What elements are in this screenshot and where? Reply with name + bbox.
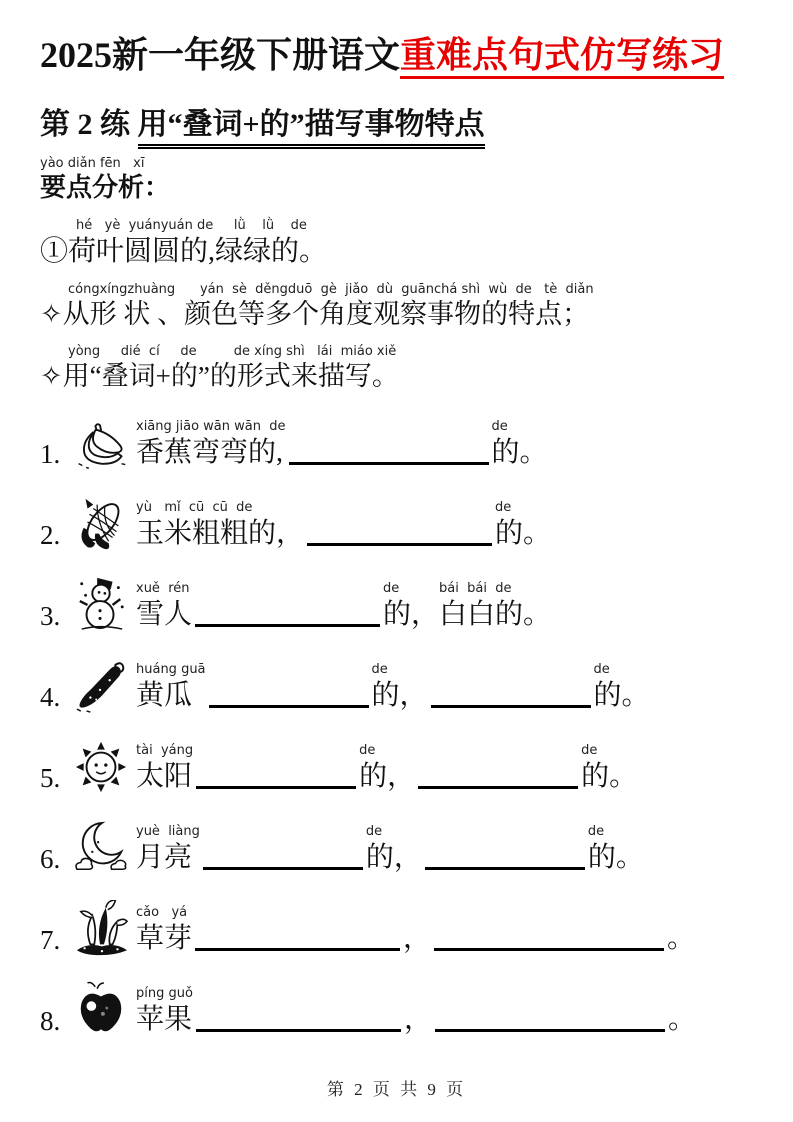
item-number: 4.: [40, 682, 61, 713]
item-text: 的，: [359, 761, 416, 793]
item-text: 的，: [383, 599, 440, 631]
exercise-item-6: [40, 815, 753, 875]
pinyin-label: yuè liàng: [136, 824, 200, 840]
sun-icon: [72, 738, 130, 794]
analysis-heading: [40, 157, 753, 204]
pinyin-label: xuě rén: [136, 581, 190, 597]
lesson-heading: [40, 99, 753, 143]
answer-blank[interactable]: [435, 995, 665, 1032]
snowman-icon: [72, 576, 130, 632]
analysis-point-1: [40, 283, 753, 332]
pinyin-label: de: [495, 500, 512, 516]
answer-blank[interactable]: [195, 914, 400, 951]
page-indicator: 第 2 页 共 9 页: [326, 1080, 467, 1099]
pinyin-label: yào diǎn fēn xī: [40, 156, 145, 172]
point-text: ✧从形 状 、颜色等多个角度观察事物的特点；: [40, 298, 590, 329]
point-text: ✧用“叠词+的”的形式来描写。: [40, 361, 399, 392]
item-number: 6.: [40, 844, 61, 875]
answer-blank[interactable]: [434, 914, 664, 951]
answer-blank[interactable]: [307, 509, 492, 546]
lesson-title: 用“叠词+的”描写事物特点: [138, 108, 485, 149]
answer-blank[interactable]: [418, 752, 578, 789]
example-sentence: [40, 219, 753, 269]
item-text: 雪人: [136, 599, 193, 631]
title-red-part: 重难点句式仿写练习: [400, 35, 724, 79]
item-text: 玉米粗粗的，: [136, 518, 305, 550]
lesson-number: 第 2 练: [40, 108, 138, 142]
item-text: 的。: [593, 680, 650, 712]
item-number: 3.: [40, 601, 61, 632]
item-text: 的。: [581, 761, 638, 793]
item-number: 1.: [40, 439, 61, 470]
example-text: ①荷叶圆圆的,绿绿的。: [40, 235, 328, 267]
pinyin-label: huáng guā: [136, 662, 206, 678]
exercise-item-7: [40, 896, 753, 956]
item-text: 的，: [371, 680, 428, 712]
pinyin-label: tài yáng: [136, 743, 194, 759]
pinyin-label: de: [383, 581, 400, 597]
page-footer: [0, 1075, 793, 1100]
page-title: [40, 34, 753, 77]
answer-blank[interactable]: [195, 590, 380, 627]
item-number: 8.: [40, 1006, 61, 1037]
title-black-part: 2025新一年级下册语文: [40, 35, 401, 75]
pinyin-label: de: [593, 662, 610, 678]
item-text: 的。: [495, 518, 552, 550]
item-text: 月亮: [136, 842, 193, 874]
exercise-item-2: [40, 491, 753, 551]
exercise-item-5: [40, 734, 753, 794]
pinyin-label: cóngxíngzhuàng yán sè děngduō gè jiǎo dù guānchá shì wù de tè diǎn: [68, 281, 594, 297]
pinyin-label: cǎo yá: [136, 905, 188, 921]
item-text: ，: [403, 1004, 432, 1036]
exercise-item-8: [40, 977, 753, 1037]
exercise-item-4: [40, 653, 753, 713]
item-text: 的，: [365, 842, 422, 874]
answer-blank[interactable]: [289, 428, 489, 465]
item-text: 香蕉弯弯的,: [136, 437, 284, 469]
pinyin-label: yòng dié cí de de xíng shì lái miáo xiě: [68, 344, 397, 360]
item-number: 5.: [40, 763, 61, 794]
item-text: 太阳: [136, 761, 193, 793]
item-text: 白白的。: [439, 599, 552, 631]
pinyin-label: de: [365, 824, 383, 840]
pinyin-label: bái bái de: [439, 581, 512, 597]
exercise-item-1: [40, 410, 753, 470]
exercise-item-3: [40, 572, 753, 632]
pinyin-label: de: [359, 743, 376, 759]
pinyin-label: de: [371, 662, 388, 678]
pinyin-label: hé yè yuányuán de lǜ lǜ de: [76, 217, 307, 233]
item-text: 的。: [587, 842, 644, 874]
answer-blank[interactable]: [425, 833, 585, 870]
banana-icon: [72, 414, 130, 470]
answer-blank[interactable]: [196, 752, 356, 789]
pinyin-label: de: [491, 419, 508, 435]
answer-blank[interactable]: [203, 833, 363, 870]
item-text: 苹果: [136, 1004, 193, 1036]
cucumber-icon: [72, 657, 130, 713]
pinyin-label: de: [581, 743, 598, 759]
item-text: 。: [667, 1004, 696, 1036]
pinyin-label: xiāng jiāo wān wān de: [136, 419, 286, 435]
answer-blank[interactable]: [431, 671, 591, 708]
exercise-list: [40, 410, 753, 1037]
moon-icon: [72, 819, 130, 875]
item-text: 的。: [491, 437, 548, 469]
item-number: 7.: [40, 925, 61, 956]
grass-sprout-icon: [72, 900, 130, 956]
item-text: 草芽: [136, 923, 193, 955]
analysis-point-2: [40, 345, 753, 394]
pinyin-label: de: [587, 824, 605, 840]
analysis-heading-text: 要点分析：: [40, 173, 171, 203]
pinyin-label: píng guǒ: [136, 986, 193, 1002]
item-text: ，: [403, 923, 432, 955]
corn-icon: [72, 495, 130, 551]
apple-icon: [72, 981, 130, 1037]
pinyin-label: yù mǐ cū cū de: [136, 500, 253, 516]
answer-blank[interactable]: [196, 995, 401, 1032]
item-text: 。: [667, 923, 696, 955]
item-text: 黄瓜: [136, 680, 193, 712]
item-number: 2.: [40, 520, 61, 551]
answer-blank[interactable]: [209, 671, 369, 708]
